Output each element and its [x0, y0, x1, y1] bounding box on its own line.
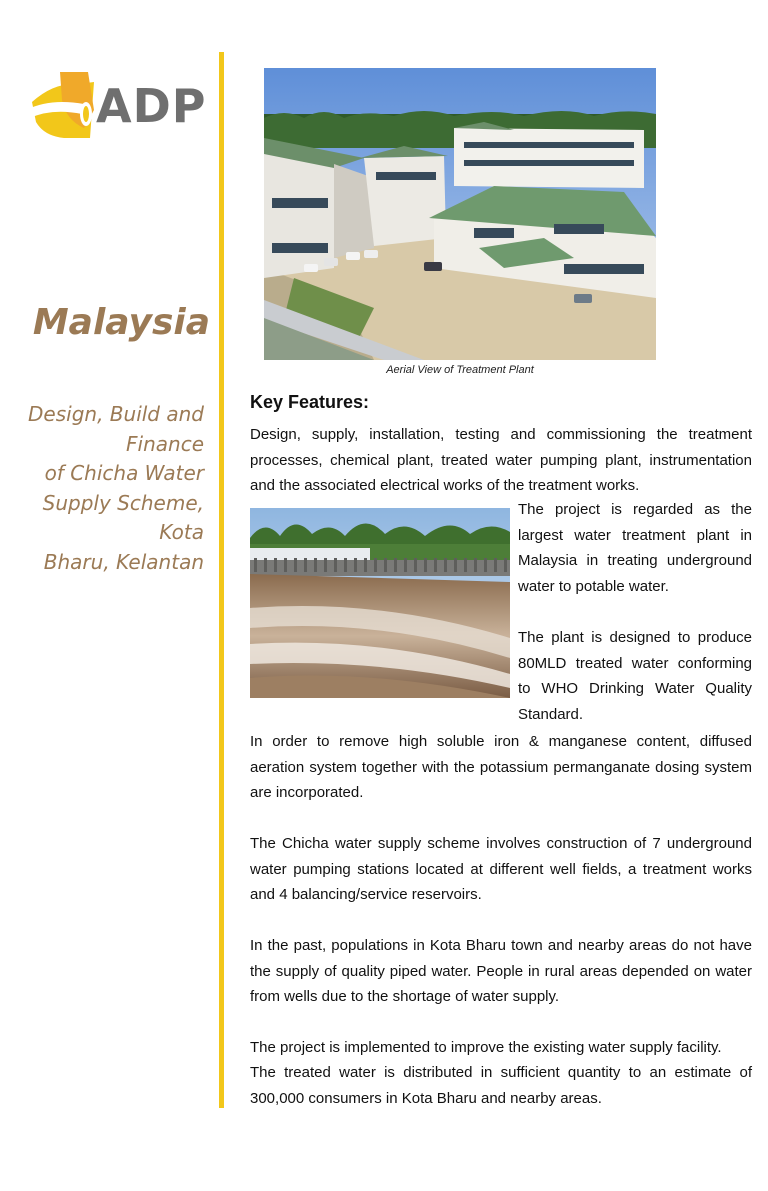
paragraph-capacity: The plant is designed to produce 80MLD treated water conforming to WHO Drinking Water Quality Standard.	[518, 629, 752, 723]
logo-text: ADP	[96, 79, 207, 133]
logo-mark-icon	[24, 70, 104, 142]
project-title-line: Supply Scheme, Kota	[42, 490, 204, 544]
key-features-heading: Key Features:	[250, 392, 370, 412]
vertical-divider	[219, 52, 224, 1108]
project-title-line: Design, Build and	[28, 402, 204, 426]
treatment-plant-photo	[264, 68, 656, 360]
project-title-line: Finance	[126, 431, 204, 456]
paragraph-scheme: The Chicha water supply scheme involves construction of 7 underground water pumping stations located at different well fields, a treatment works and 4 balancing/service reservoirs.	[250, 835, 752, 904]
paragraph-background: In the past, populations in Kota Bharu town and nearby areas do not have the supply of quality piped water. People in rural areas depended on water from wells due to the shortage of water supply.	[250, 937, 752, 1006]
aeration-weir-photo	[250, 508, 510, 698]
photo-caption: Aerial View of Treatment Plant	[386, 364, 534, 376]
paragraph-scope: Design, supply, installation, testing and commissioning the treatment processes, chemical plant, treated water pumping plant, instrumentation and the associated electrical works of the treatment works.	[250, 426, 752, 495]
project-title-line: of Chicha Water	[44, 461, 204, 485]
country-title: Malaysia	[32, 302, 210, 343]
project-title	[10, 400, 204, 577]
paragraph-largest-plant: The project is regarded as the largest water treatment plant in Malaysia in treating underground water to potable water.	[518, 501, 752, 595]
paragraph-aeration: In order to remove high soluble iron & manganese content, diffused aeration system together with the potassium permanganate dosing system are incorporated.	[250, 733, 752, 802]
paragraph-distribution: The treated water is distributed in sufficient quantity to an estimate of 300,000 consumers in Kota Bharu and nearby areas.	[250, 1064, 752, 1107]
paragraph-purpose: The project is implemented to improve the existing water supply facility.	[250, 1039, 722, 1056]
project-title-line: Bharu, Kelantan	[43, 549, 204, 574]
company-logo	[24, 70, 214, 142]
